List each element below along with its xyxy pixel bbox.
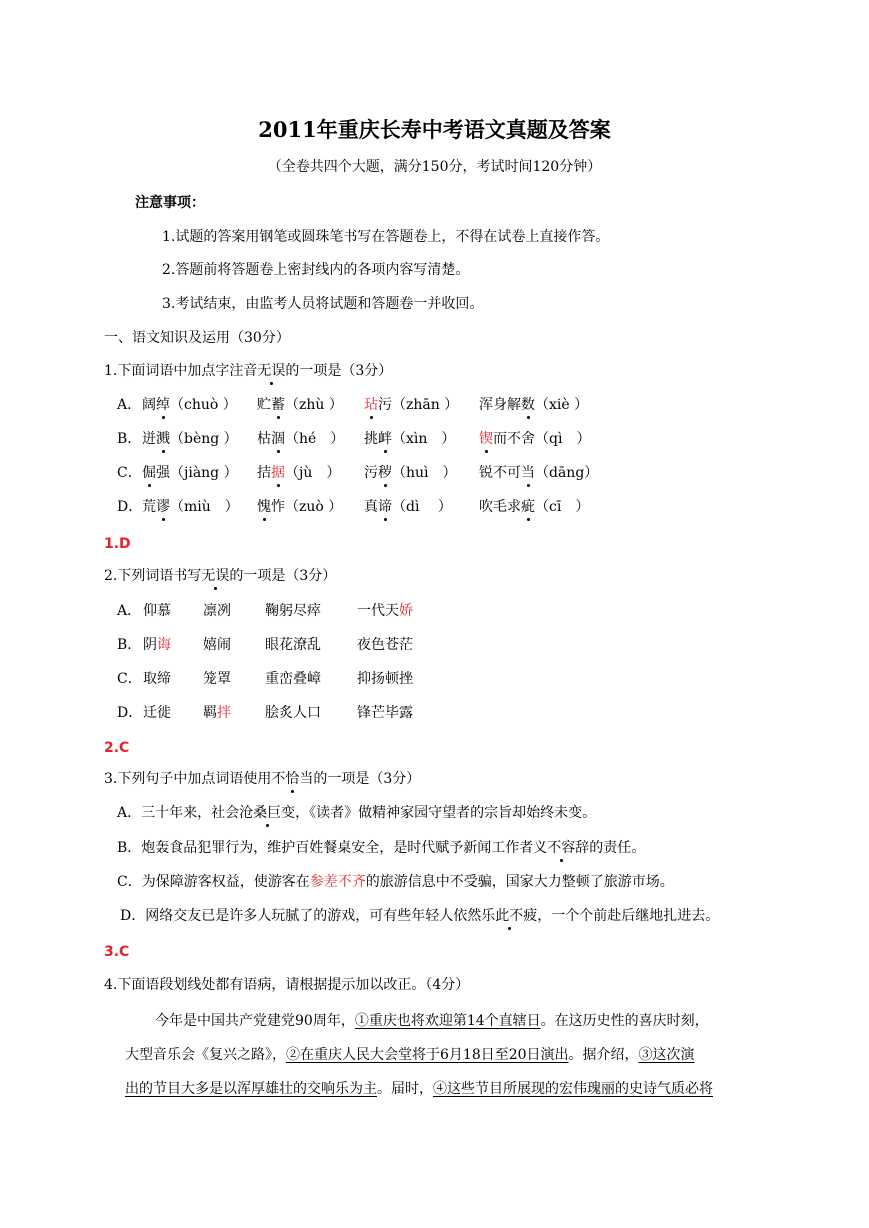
question-3-option-d: D．网络交友已是许多人玩腻了的游戏，可有些年轻人依然乐此不疲，一个个前赴后继地扎进去。 — [120, 908, 720, 924]
word-item: 羁拌 — [203, 705, 231, 721]
answer-2: 2.C — [104, 740, 130, 756]
section-heading: 一、语文知识及运用（30分） — [104, 330, 290, 346]
option-label: C． — [117, 671, 142, 687]
answer-1: 1.D — [104, 536, 131, 552]
word-item: 锋芒毕露 — [357, 705, 413, 721]
question-4-stem: 4.下面语段划线处都有语病，请根据提示加以改正。（4分） — [104, 977, 470, 993]
word-item: 取缔 — [143, 671, 171, 687]
notice-item: 3.考试结束，由监考人员将试题和答题卷一并收回。 — [162, 296, 484, 312]
pinyin-item: 枯涸（hé ） — [257, 431, 345, 447]
question-4-passage-line: 大型音乐会《复兴之路》，②在重庆人民大会堂将于6月18日至20日演出。据介绍，③这次演 — [125, 1047, 695, 1063]
word-item: 脍炙人口 — [265, 705, 321, 721]
pinyin-item: 荒谬（miù ） — [142, 499, 239, 515]
option-label: B． — [117, 431, 142, 447]
question-3-stem: 3.下列句子中加点词语使用不恰当的一项是（3分） — [104, 771, 421, 787]
word-item: 嬉闹 — [203, 637, 231, 653]
question-4-passage-line: 今年是中国共产党建党90周年，①重庆也将欢迎第14个直辖日。在这历史性的喜庆时刻， — [155, 1013, 709, 1029]
word-item: 重峦叠嶂 — [265, 671, 321, 687]
answer-3: 3.C — [104, 944, 130, 960]
word-item: 夜色苍茫 — [357, 637, 413, 653]
pinyin-item: 吹毛求疵（cī ） — [479, 499, 590, 515]
word-item: 笼罩 — [203, 671, 231, 687]
word-item: 仰慕 — [143, 603, 171, 619]
option-label: D． — [117, 705, 143, 721]
pinyin-item: 愧怍（zuò ） — [257, 499, 343, 515]
word-item: 一代天娇 — [357, 603, 413, 619]
option-label: D． — [117, 499, 143, 515]
pinyin-item: 污秽（huì ） — [364, 465, 457, 481]
pinyin-item: 玷污（zhān ） — [364, 397, 459, 413]
question-3-option-a: A．三十年来，社会沧桑巨变，《读者》做精神家园守望者的宗旨却始终未变。 — [117, 805, 597, 821]
option-label: B． — [117, 637, 142, 653]
pinyin-item: 真谛（dì ） — [364, 499, 452, 515]
notice-item: 1.试题的答案用钢笔或圆珠笔书写在答题卷上，不得在试卷上直接作答。 — [162, 229, 610, 245]
notice-item: 2.答题前将答题卷上密封线内的各项内容写清楚。 — [162, 262, 470, 278]
option-label: A． — [117, 603, 142, 619]
word-item: 抑扬顿挫 — [357, 671, 413, 687]
word-item: 阴诲 — [143, 637, 171, 653]
question-4-passage-line: 出的节目大多是以浑厚雄壮的交响乐为主。届时，④这些节目所展现的宏伟瑰丽的史诗气质必将 — [125, 1081, 713, 1097]
page-subtitle: （全卷共四个大题，满分150分，考试时间120分钟） — [267, 159, 602, 175]
notice-heading: 注意事项： — [135, 195, 205, 211]
pinyin-item: 阔绰（chuò ） — [142, 397, 237, 413]
word-item: 迁徙 — [143, 705, 171, 721]
pinyin-item: 锲而不舍（qì ） — [479, 431, 591, 447]
option-label: A． — [117, 397, 142, 413]
pinyin-item: 贮蓄（zhù ） — [257, 397, 343, 413]
pinyin-item: 倔强（jiàng ） — [142, 465, 238, 481]
question-2-stem: 2.下列词语书写无误的一项是（3分） — [104, 568, 337, 584]
pinyin-item: 锐不可当（dāng） — [479, 465, 599, 481]
page-title: 2011年重庆长寿中考语文真题及答案 — [258, 117, 611, 142]
word-item: 眼花潦乱 — [265, 637, 321, 653]
pinyin-item: 迸溅（bèng ） — [142, 431, 238, 447]
pinyin-item: 拮据（jù ） — [257, 465, 341, 481]
word-item: 鞠躬尽瘁 — [265, 603, 321, 619]
word-item: 凛冽 — [203, 603, 231, 619]
pinyin-item: 挑衅（xìn ） — [364, 431, 456, 447]
question-3-option-b: B．炮轰食品犯罪行为，维护百姓餐桌安全，是时代赋予新闻工作者义不容辞的责任。 — [117, 840, 646, 856]
question-3-option-c: C．为保障游客权益，使游客在参差不齐的旅游信息中不受骗，国家大力整顿了旅游市场。 — [117, 874, 674, 890]
pinyin-item: 浑身解数（xiè ） — [479, 397, 589, 413]
question-1-stem: 1.下面词语中加点字注音无误的一项是（3分） — [104, 363, 393, 379]
option-label: C． — [117, 465, 142, 481]
